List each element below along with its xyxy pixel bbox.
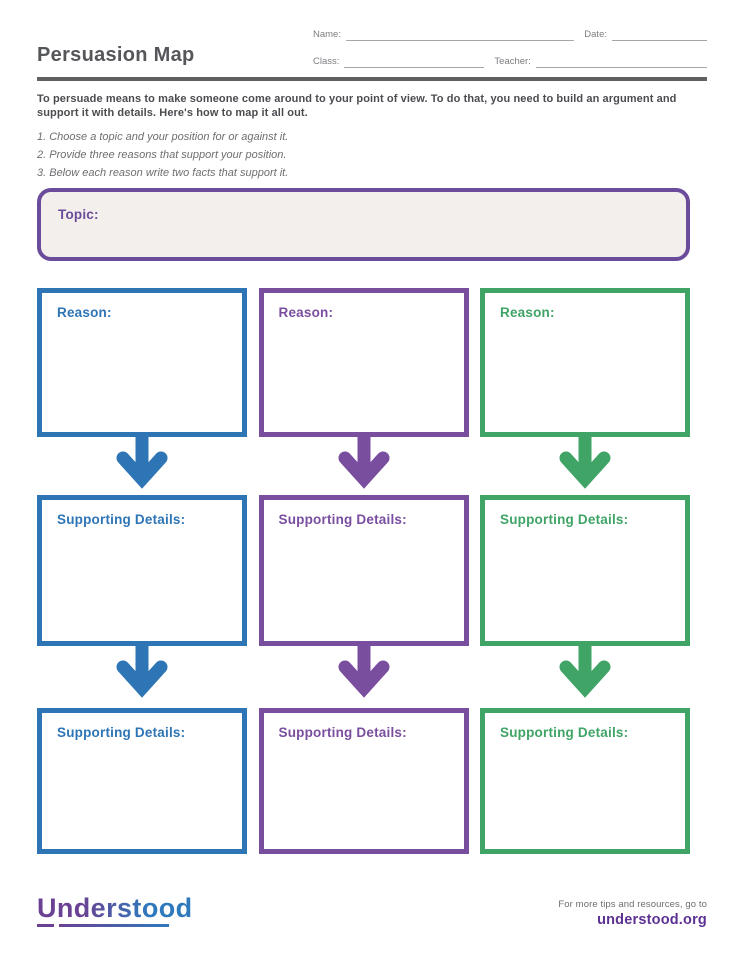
down-arrow-icon <box>558 437 612 495</box>
supporting-details-label: Supporting Details: <box>500 725 629 740</box>
teacher-label: Teacher: <box>494 56 531 67</box>
class-field[interactable] <box>344 55 484 68</box>
understood-org-link[interactable]: understood.org <box>597 912 707 928</box>
down-arrow-icon <box>558 646 612 708</box>
supporting-details-label: Supporting Details: <box>278 725 407 740</box>
class-label: Class: <box>313 56 340 67</box>
supporting-details-box-purple-2[interactable] <box>259 708 469 854</box>
column-blue <box>37 288 247 854</box>
header-fields <box>313 24 707 68</box>
instruction-step-2: 2. Provide three reasons that support your position. <box>37 149 287 161</box>
field-row-class-teacher <box>313 53 707 68</box>
logo-underline <box>37 924 169 927</box>
down-arrow-icon <box>337 437 391 495</box>
understood-logo <box>37 892 193 927</box>
teacher-field[interactable] <box>536 55 707 68</box>
reason-box-purple[interactable] <box>259 288 469 437</box>
supporting-details-label: Supporting Details: <box>500 512 629 527</box>
column-green <box>480 288 690 854</box>
page-title: Persuasion Map <box>37 44 195 66</box>
title-divider <box>37 77 707 81</box>
understood-logo-text: Understood <box>37 893 193 923</box>
supporting-details-label: Supporting Details: <box>57 512 186 527</box>
topic-label: Topic: <box>58 207 99 222</box>
supporting-details-box-blue-1[interactable] <box>37 495 247 646</box>
name-field[interactable] <box>346 28 574 41</box>
date-label: Date: <box>584 29 607 40</box>
reason-box-green[interactable] <box>480 288 690 437</box>
field-row-name-date <box>313 26 707 41</box>
title-wrap <box>37 24 313 68</box>
supporting-details-box-green-1[interactable] <box>480 495 690 646</box>
down-arrow-icon <box>337 646 391 708</box>
footer-tips-text: For more tips and resources, go to <box>558 899 707 910</box>
reason-label: Reason: <box>278 305 334 320</box>
down-arrow-icon <box>115 646 169 708</box>
date-field[interactable] <box>612 28 707 41</box>
instruction-steps <box>37 128 707 182</box>
instruction-step-3: 3. Below each reason write two facts that support it. <box>37 167 289 179</box>
instruction-step-1: 1. Choose a topic and your position for or against it. <box>37 131 289 143</box>
name-label: Name: <box>313 29 341 40</box>
down-arrow-icon <box>115 437 169 495</box>
logo-underline-long-segment <box>59 924 169 927</box>
persuasion-grid <box>37 288 690 854</box>
footer-note <box>558 892 707 928</box>
reason-label: Reason: <box>500 305 555 320</box>
logo-underline-short-segment <box>37 924 54 927</box>
topic-box[interactable] <box>37 188 690 261</box>
header <box>37 24 707 68</box>
intro-text: To persuade means to make someone come around to your point of view. To do that, you need to build an argument and support it with details. Here's how to map it all out. <box>37 93 677 119</box>
footer <box>37 892 707 928</box>
supporting-details-label: Supporting Details: <box>278 512 407 527</box>
column-purple <box>259 288 469 854</box>
supporting-details-label: Supporting Details: <box>57 725 186 740</box>
supporting-details-box-purple-1[interactable] <box>259 495 469 646</box>
reason-box-blue[interactable] <box>37 288 247 437</box>
supporting-details-box-green-2[interactable] <box>480 708 690 854</box>
supporting-details-box-blue-2[interactable] <box>37 708 247 854</box>
reason-label: Reason: <box>57 305 112 320</box>
